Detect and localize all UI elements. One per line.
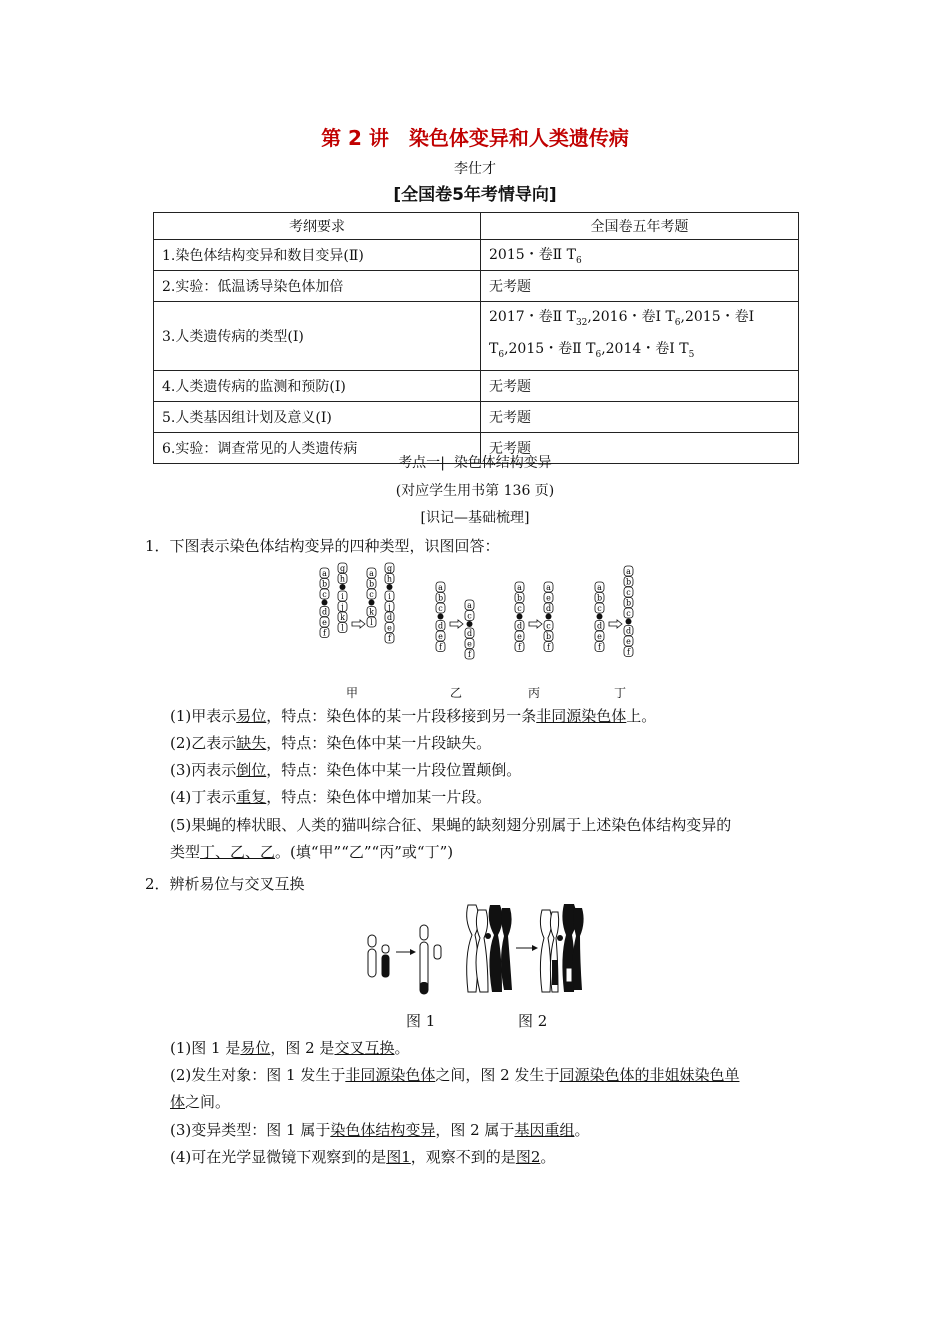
- table-cell: 2017・卷Ⅱ $T_{32},2016$・卷Ⅰ $T_6,2015$・卷Ⅰ $T_6,2015$・卷Ⅱ $T_6,2014$・卷Ⅰ $T_5$: [481, 302, 799, 371]
- segment-label: j: [388, 602, 391, 612]
- answer-blank: 同源染色体的非姐妹染色单: [559, 1066, 740, 1084]
- table-row: [154, 240, 799, 271]
- arrow-icon: [529, 620, 542, 628]
- segment-label: d: [437, 621, 444, 631]
- segment-label: d: [545, 604, 552, 613]
- answer-blank: 图2: [515, 1148, 541, 1166]
- table-cell: 6.实验：调查常见的人类遗传病: [154, 432, 481, 463]
- table-row: [154, 271, 799, 302]
- segment-label: d: [625, 626, 632, 636]
- answer-3: [170, 757, 820, 784]
- segment-label: l: [341, 623, 344, 633]
- answer-blank: 图1: [386, 1148, 411, 1166]
- answer-blank: 基因重组: [514, 1121, 575, 1139]
- page-reference: (对应学生用书第 136 页): [395, 483, 555, 499]
- segment-label: b: [625, 598, 632, 608]
- segment-label: a: [597, 583, 602, 592]
- centromere: [517, 614, 523, 620]
- segment-label: e: [626, 637, 631, 646]
- q2-answer-1: [170, 1035, 820, 1062]
- caption-bing: 丙: [528, 686, 541, 700]
- page-title: 第 2 讲 染色体变异和人类遗传病: [321, 126, 629, 150]
- segment-label: h: [386, 574, 393, 584]
- segment-label: h: [339, 574, 346, 584]
- segment-label: b: [625, 577, 632, 587]
- centromere: [597, 614, 603, 620]
- segment-label: a: [322, 569, 327, 578]
- table-row: [154, 370, 799, 401]
- answer-blank: 缺失: [236, 734, 267, 752]
- kaodian-heading: 考点一| 染色体结构变异: [398, 455, 552, 471]
- answer-text: 类型: [170, 843, 201, 861]
- segment-label: e: [597, 632, 602, 641]
- segment-label: a: [517, 583, 522, 592]
- question-2: 2．辨析易位与交叉互换: [145, 875, 305, 893]
- segment-label: k: [369, 607, 374, 617]
- segment-label: j: [341, 602, 344, 612]
- segment-label: e: [438, 632, 443, 641]
- fig1-chromosomes: [368, 925, 441, 994]
- segment-label: c: [322, 590, 327, 599]
- segment-label: e: [387, 623, 392, 633]
- answer-text: ，特点：染色体中增加某一片段。: [266, 788, 492, 806]
- figure-2-caption: 图 2: [518, 1012, 548, 1030]
- centromere: [438, 614, 444, 620]
- answer-text: ，特点：染色体的某一片段移接到另一条: [266, 707, 537, 725]
- answer-text: 之间。: [185, 1093, 231, 1111]
- table-cell: 无考题: [481, 401, 799, 432]
- segment-label: f: [468, 650, 471, 659]
- segment-label: g: [386, 564, 393, 573]
- answer-text: 。: [394, 1039, 410, 1057]
- answer-4: [170, 784, 820, 811]
- table-cell: 5.人类基因组计划及意义(Ⅰ): [154, 401, 481, 432]
- segment-label: i: [341, 592, 344, 601]
- answer-text: (5)果蝇的棒状眼、人类的猫叫综合征、果蝇的缺刻翅分别属于上述染色体结构变异的: [170, 816, 732, 834]
- table-cell: 2015・卷Ⅱ $T_6$: [481, 240, 799, 271]
- caption-ding: 丁: [614, 686, 627, 700]
- answer-blank: 易位: [236, 707, 267, 725]
- answer-text: (2)乙表示: [170, 734, 237, 752]
- kaodian-name: 染色体结构变异: [453, 455, 552, 471]
- segment-label: d: [386, 613, 393, 622]
- answer-text: (4)可在光学显微镜下观察到的是: [170, 1148, 387, 1166]
- answer-text: ，图 2 是: [270, 1039, 335, 1057]
- segment-label: f: [518, 642, 521, 652]
- answer-text: ，图 2 属于: [435, 1121, 515, 1139]
- answer-blank: 非同源染色体: [345, 1066, 436, 1084]
- caption-jia: 甲: [346, 686, 359, 700]
- segment-label: l: [370, 618, 373, 627]
- segment-label: f: [598, 642, 601, 652]
- segment-label: d: [466, 629, 473, 638]
- arrow-icon: [352, 620, 365, 628]
- segment-label: g: [339, 564, 346, 573]
- answer-text: 上。: [626, 707, 657, 725]
- table-cell: 无考题: [481, 271, 799, 302]
- answer-blank: 易位: [240, 1039, 271, 1057]
- segment-label: f: [547, 642, 550, 652]
- fig2-chromosomes: [467, 904, 584, 992]
- table-cell: 3.人类遗传病的类型(Ⅰ): [154, 302, 481, 371]
- segment-label: c: [467, 611, 472, 621]
- table-cell: 4.人类遗传病的监测和预防(Ⅰ): [154, 370, 481, 401]
- answer-blank: 非同源染色体: [536, 707, 627, 725]
- table-header: 全国卷五年考题: [481, 213, 799, 240]
- answer-text: (3)丙表示: [170, 761, 237, 779]
- segment-label: f: [388, 634, 391, 643]
- answer-text: ，特点：染色体中某一片段位置颠倒。: [266, 761, 522, 779]
- caption-yi: 乙: [450, 686, 463, 700]
- chromosome-structure-diagram: [300, 560, 660, 700]
- q2-answer-3: [170, 1117, 820, 1144]
- answer-text: 之间，图 2 发生于: [435, 1066, 560, 1084]
- segment-label: c: [626, 588, 631, 597]
- answer-2: [170, 730, 820, 757]
- arrow-icon: [450, 620, 463, 628]
- answer-blank: 体: [170, 1093, 186, 1111]
- answer-text: (2)发生对象：图 1 发生于: [170, 1066, 346, 1084]
- answer-blank: 倒位: [236, 761, 267, 779]
- kaodian-label: 考点一: [398, 455, 441, 471]
- segment-label: f: [627, 647, 630, 657]
- exam-table: [153, 212, 799, 464]
- segment-label: b: [368, 579, 375, 589]
- segment-label: e: [467, 639, 472, 649]
- answer-text: (1)图 1 是: [170, 1039, 241, 1057]
- segment-label: k: [340, 613, 345, 622]
- author: 李仕才: [454, 161, 496, 177]
- segment-label: c: [438, 604, 443, 613]
- segment-label: b: [516, 593, 523, 603]
- segment-label: a: [438, 583, 443, 592]
- answer-1: [170, 703, 820, 730]
- centromere: [467, 621, 473, 627]
- segment-label: d: [516, 621, 523, 631]
- segment-label: e: [322, 618, 327, 627]
- segment-label: c: [369, 590, 374, 599]
- answer-text: 。: [540, 1148, 556, 1166]
- translocation-crossover-diagram: [360, 900, 590, 1005]
- answer-text: (3)变异类型：图 1 属于: [170, 1121, 331, 1139]
- segment-label: a: [626, 567, 631, 576]
- centromere: [626, 619, 632, 625]
- answer-blank: 重复: [236, 788, 267, 806]
- table-row: [154, 302, 799, 371]
- segment-label: c: [597, 604, 602, 613]
- answer-text: 。: [574, 1121, 590, 1139]
- table-cell: 无考题: [481, 370, 799, 401]
- question-1: 1．下图表示染色体结构变异的四种类型，识图回答：: [145, 537, 500, 555]
- segment-label: c: [517, 604, 522, 613]
- centromere: [387, 584, 393, 590]
- segment-label: a: [546, 583, 551, 592]
- table-header: 考纲要求: [154, 213, 481, 240]
- answer-text: (1)甲表示: [170, 707, 237, 725]
- subheading: [识记—基础梳理]: [420, 510, 530, 526]
- segment-label: c: [626, 609, 631, 618]
- answer-text: ，观察不到的是: [410, 1148, 516, 1166]
- answer-5: [170, 812, 820, 866]
- segment-label: i: [388, 592, 391, 601]
- centromere: [340, 584, 346, 590]
- answer-text: 。(填“甲”“乙”“丙”或“丁”): [275, 843, 454, 861]
- segment-label: b: [545, 632, 552, 641]
- arrow-icon: [609, 620, 622, 628]
- segment-label: b: [321, 579, 328, 589]
- figure-1-caption: 图 1: [406, 1012, 436, 1030]
- segment-label: f: [439, 642, 442, 652]
- table-row: [154, 401, 799, 432]
- answer-blank: 染色体结构变异: [330, 1121, 436, 1139]
- segment-label: d: [596, 621, 603, 631]
- segment-label: b: [596, 593, 603, 603]
- segment-label: e: [546, 593, 551, 603]
- segment-label: f: [323, 628, 326, 638]
- answer-text: (4)丁表示: [170, 788, 237, 806]
- section-heading: [全国卷5年考情导向]: [393, 185, 557, 205]
- q2-answer-4: [170, 1144, 820, 1171]
- centromere: [369, 600, 375, 606]
- table-cell: 2.实验：低温诱导染色体加倍: [154, 271, 481, 302]
- q2-answer-2: [170, 1062, 820, 1116]
- table-cell: 无考题: [481, 432, 799, 463]
- segment-label: a: [369, 569, 374, 578]
- answer-text: ，特点：染色体中某一片段缺失。: [266, 734, 492, 752]
- centromere: [322, 600, 328, 606]
- segment-label: b: [437, 593, 444, 603]
- centromere: [546, 614, 552, 620]
- table-cell: 1.染色体结构变异和数目变异(Ⅱ): [154, 240, 481, 271]
- answer-blank: 丁、乙、乙: [200, 843, 276, 861]
- segment-label: a: [467, 601, 472, 610]
- answer-blank: 交叉互换: [334, 1039, 395, 1057]
- segment-label: d: [321, 607, 328, 617]
- segment-label: e: [517, 632, 522, 641]
- segment-label: c: [546, 621, 551, 631]
